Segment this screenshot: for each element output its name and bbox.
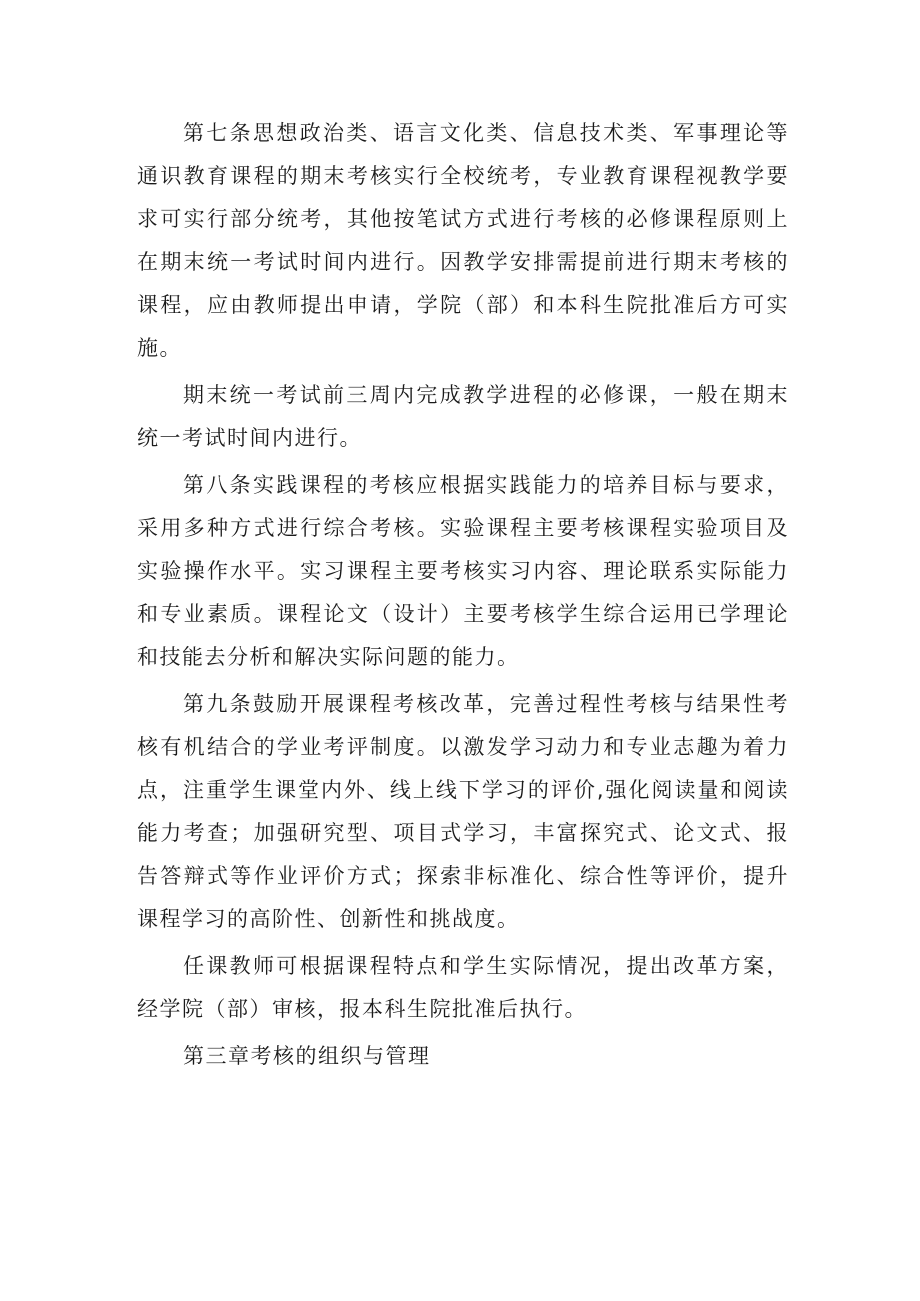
paragraph-article-9: 第九条鼓励开展课程考核改革，完善过程性考核与结果性考核有机结合的学业考评制度。以激发学习动力和专业志趣为着力点，注重学生课堂内外、线上线下学习的评价,强化阅读量和阅读能力考查；加强研究型、项目式学习，丰富探究式、论文式、报告答辩式等作业评价方式；探索非标准化、综合性等评价，提升课程学习的高阶性、创新性和挑战度。	[137, 692, 789, 931]
chapter-heading: 第三章考核的组织与管理	[183, 1044, 431, 1068]
paragraph-teacher-reform: 任课教师可根据课程特点和学生实际情况，提出改革方案，经学院（部）审核，报本科生院批准后执行。	[137, 954, 789, 1021]
paragraph-final-exam-note: 期末统一考试前三周内完成教学进程的必修课，一般在期末统一考试时间内进行。	[137, 383, 789, 450]
paragraph-article-7: 第七条思想政治类、语言文化类、信息技术类、军事理论等通识教育课程的期末考核实行全校统考，专业教育课程视教学要求可实行部分统考，其他按笔试方式进行考核的必修课程原则上在期末统一考试时间内进行。因教学安排需提前进行期末考核的课程，应由教师提出申请，学院（部）和本科生院批准后方可实施。	[137, 121, 789, 360]
paragraph-article-8: 第八条实践课程的考核应根据实践能力的培养目标与要求，采用多种方式进行综合考核。实验课程主要考核课程实验项目及实验操作水平。实习课程主要考核实习内容、理论联系实际能力和专业素质。课程论文（设计）主要考核学生综合运用已学理论和技能去分析和解决实际问题的能力。	[137, 473, 789, 669]
document-body	[137, 112, 789, 1082]
